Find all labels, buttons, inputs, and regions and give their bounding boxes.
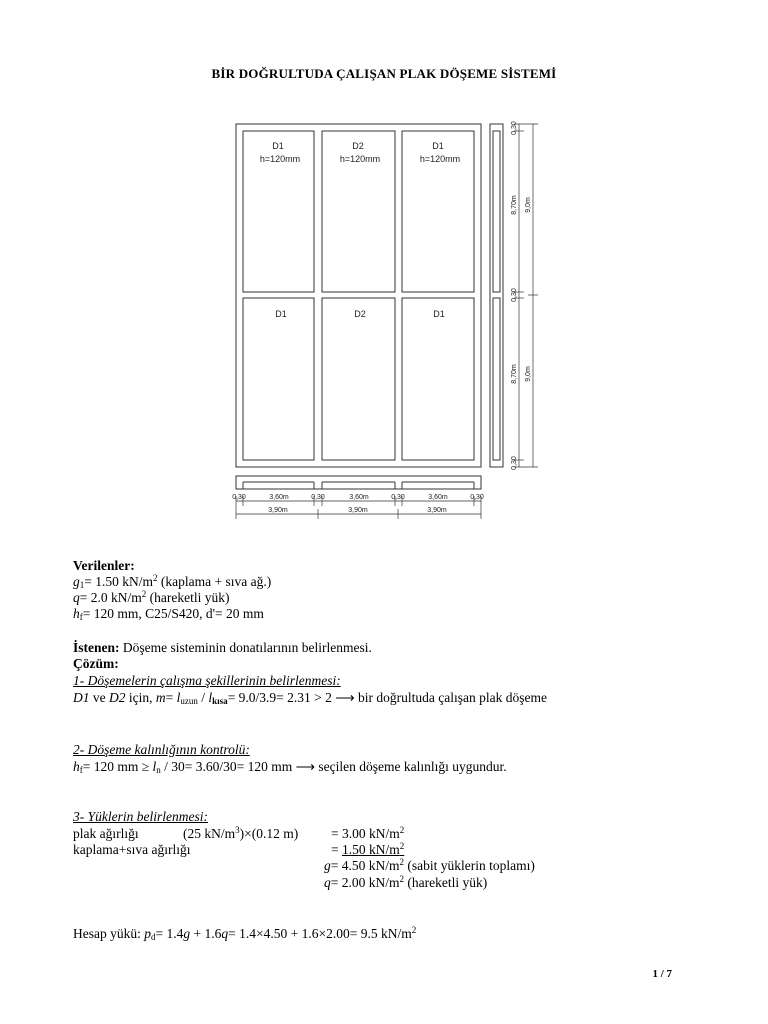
plak-calc-b: )×(0.12 m)	[239, 826, 299, 841]
d2-ref: D2	[109, 690, 126, 705]
dim-h1: 3,60m	[349, 494, 369, 501]
dim-h2: 3,90m	[348, 507, 368, 514]
plak-calc-a: (25 kN/m	[183, 826, 236, 841]
s1-eq: =	[165, 690, 177, 705]
section-3-heading: 3- Yüklerin belirlenmesi:	[73, 809, 208, 824]
dim-beam-bottom: 0,30	[511, 456, 518, 470]
s2-part1: = 120 mm ≥	[82, 759, 153, 774]
given-heading: Verilenler:	[73, 558, 135, 573]
l-short-subscript: kısa	[212, 696, 228, 706]
panel-label: D1	[433, 309, 445, 319]
l-long-subscript: uzun	[180, 696, 198, 706]
dim-span-inner-1: 8,70m	[511, 195, 518, 215]
dim-h1: 3,60m	[428, 494, 448, 501]
panel-label: D2	[354, 309, 366, 319]
dim-h1: 0,30	[311, 494, 325, 501]
d1-ref: D1	[73, 690, 90, 705]
given-q-line	[73, 590, 229, 606]
s1-ve: ve	[89, 690, 109, 705]
section-2-line	[73, 759, 507, 775]
g-total-note: (sabit yüklerin toplamı)	[404, 858, 535, 873]
hf-symbol: h	[73, 606, 80, 621]
hesap-eq1: = 1.4	[155, 926, 184, 941]
q-total-note: (hareketli yük)	[404, 875, 488, 890]
s1-slash: /	[197, 690, 209, 705]
q-total-line	[324, 875, 487, 891]
hf-value: = 120 mm, C25/S420, d'= 20 mm	[82, 606, 264, 621]
g1-exponent: 2	[153, 573, 158, 583]
q-exponent: 2	[141, 589, 147, 599]
hesap-eq2: + 1.6	[190, 926, 222, 941]
section-1-heading: 1- Döşemelerin çalışma şekillerinin belirlenmesi:	[73, 673, 341, 688]
plak-result-exp: 2	[399, 825, 405, 835]
panel-label: D1	[432, 141, 444, 151]
dim-beam-top: 0,30	[511, 121, 518, 135]
kaplama-result	[331, 842, 404, 858]
given-hf-line	[73, 606, 264, 622]
hesap-q: q	[221, 926, 229, 941]
design-load-line	[73, 926, 416, 942]
panel-bottom-left	[243, 298, 314, 460]
panel-label: D1	[272, 141, 284, 151]
dim-span-inner-2: 8,70m	[511, 364, 518, 384]
s2-hf-symbol: h	[73, 759, 80, 774]
q-total-value: = 2.00 kN/m	[330, 875, 400, 890]
hesap-eq3: = 1.4×4.50 + 1.6×2.00= 9.5 kN/m	[228, 926, 412, 941]
hf-subscript: f	[79, 612, 83, 622]
dim-h2: 3,90m	[427, 507, 447, 514]
g1-value: = 1.50 kN/m	[84, 574, 153, 589]
plak-calc	[183, 826, 298, 842]
pd-subscript: d	[151, 932, 156, 942]
dim-span-axis-1: 9,0m	[525, 197, 532, 213]
dim-h1: 3,60m	[269, 494, 289, 501]
g-total-line	[324, 858, 535, 874]
plak-calc-exp: 3	[235, 825, 240, 835]
l-long-symbol: l	[176, 690, 181, 705]
panel-thickness-label: h=120mm	[259, 154, 301, 164]
dim-h2: 3,90m	[268, 507, 288, 514]
g-total-value: = 4.50 kN/m	[330, 858, 400, 873]
q-total-exp: 2	[399, 874, 404, 884]
side-section-lower	[493, 298, 500, 460]
panel-label: D2	[352, 141, 364, 151]
dim-h1: 0,30	[391, 494, 405, 501]
q-value: = 2.0 kN/m	[79, 590, 142, 605]
section-1-line	[73, 690, 547, 706]
dim-h1: 0,30	[470, 494, 484, 501]
l-short-symbol: l	[208, 690, 213, 705]
given-g1-line	[73, 574, 271, 590]
g-total-symbol: g	[324, 858, 331, 873]
istenen-line	[73, 640, 372, 656]
pd-symbol: p	[144, 926, 151, 941]
section-2-heading: 2- Döşeme kalınlığının kontrolü:	[73, 742, 250, 757]
page-number: 1 / 7	[652, 968, 672, 980]
page-title: BİR DOĞRULTUDA ÇALIŞAN PLAK DÖŞEME SİSTEMİ	[211, 66, 557, 81]
plak-result-val: = 3.00 kN/m	[331, 826, 400, 841]
s2-part2: / 30= 3.60/30= 120 mm ⟶ seçilen döşeme kalınlığı uygundur.	[160, 759, 507, 774]
plan-outer-frame	[236, 124, 481, 467]
q-note: (hareketli yük)	[146, 590, 230, 605]
istenen-text: Döşeme sisteminin donatılarının belirlenmesi.	[119, 640, 372, 655]
hesap-g: g	[183, 926, 191, 941]
panel-thickness-label: h=120mm	[339, 154, 381, 164]
m-symbol: m	[155, 690, 166, 705]
dim-span-axis-2: 9,0m	[525, 366, 532, 382]
kaplama-eq: =	[331, 842, 342, 857]
s2-ln-subscript: n	[156, 765, 161, 775]
s1-calc: = 9.0/3.9= 2.31 > 2 ⟶ bir doğrultuda çalışan plak döşeme	[227, 690, 547, 705]
panel-bottom-middle	[322, 298, 395, 460]
kaplama-label: kaplama+sıva ağırlığı	[73, 842, 191, 857]
panel-thickness-label: h=120mm	[419, 154, 461, 164]
s2-hf-subscript: f	[79, 765, 83, 775]
dim-h1: 0,30	[232, 494, 246, 501]
g-total-exp: 2	[399, 857, 404, 867]
s2-ln-symbol: l	[152, 759, 157, 774]
cozum-heading: Çözüm:	[73, 656, 119, 671]
g1-symbol: g	[73, 574, 80, 589]
panel-bottom-right	[402, 298, 474, 460]
g1-subscript: 1	[79, 580, 85, 590]
g1-note: (kaplama + sıva ağ.)	[157, 574, 272, 589]
design-load-label: Hesap yükü:	[73, 926, 145, 941]
q-symbol: q	[73, 590, 80, 605]
plak-label: plak ağırlığı	[73, 826, 139, 841]
side-section-outer	[490, 124, 503, 467]
s1-icin: için,	[125, 690, 156, 705]
plak-result	[331, 826, 404, 842]
panel-label: D1	[275, 309, 287, 319]
q-total-symbol: q	[324, 875, 331, 890]
side-section-upper	[493, 131, 500, 292]
hesap-exp: 2	[411, 925, 417, 935]
istenen-label: İstenen:	[73, 640, 120, 655]
kaplama-value: 1.50 $kN/m^2$	[342, 841, 405, 857]
dim-beam-mid: 0,30	[511, 288, 518, 302]
